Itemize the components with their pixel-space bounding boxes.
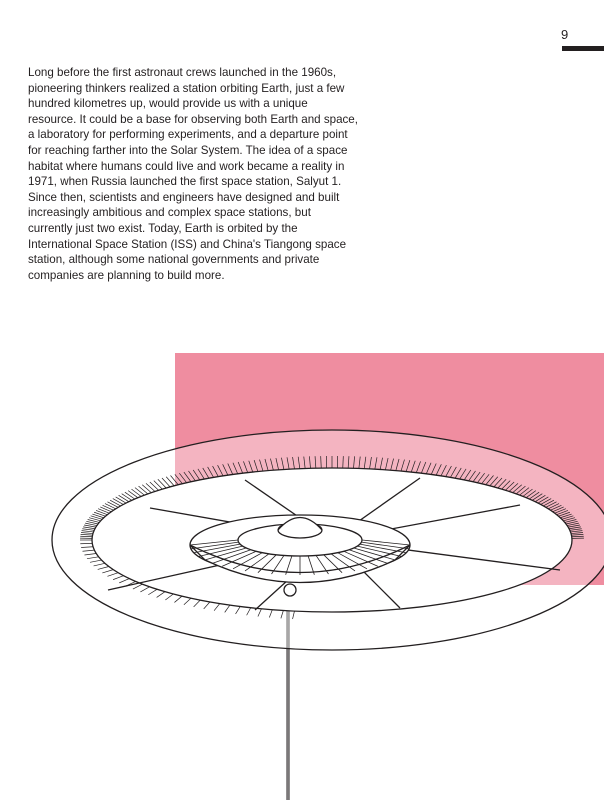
body-paragraph: Long before the first astronaut crews launched in the 1960s, pioneering thinkers realized a station orbiting Earth, just a few hundred kilometres up, would provide us with a unique resource. It could be a base for observing both Earth and space, a laboratory for performing experiments, and a departure point for reaching farther into the Solar System. The idea of a space habitat where humans could live and work became a reality in 1971, when Russia launched the first space station, Salyut 1. Since then, scientists and engineers have designed and built increasingly ambitious and complex space stations, but currently just two exist. Today, Earth is orbited by the International Space Station (ISS) and China's Tiangong space station, although some national governments and private companies are planning to build more. — [28, 66, 358, 282]
bottom-node — [284, 584, 296, 596]
page-number: 9 — [561, 27, 569, 42]
